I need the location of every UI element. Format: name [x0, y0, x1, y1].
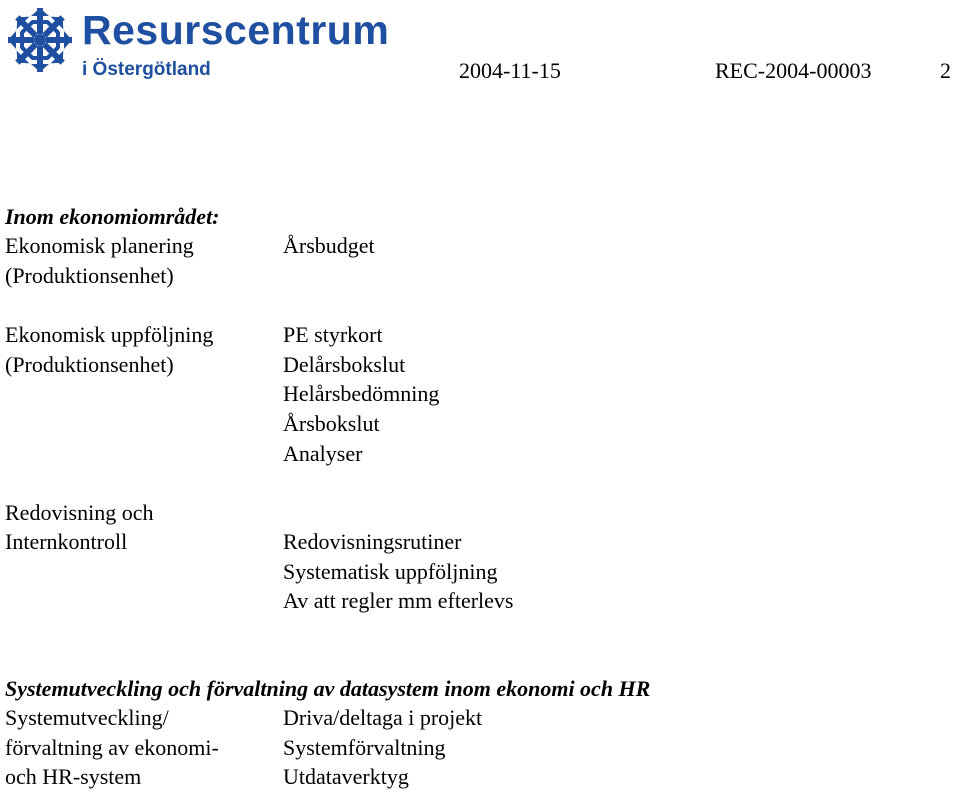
- row-item: Av att regler mm efterlevs: [283, 588, 514, 613]
- row-item: Helårsbedömning: [283, 381, 440, 406]
- row-item: Delårsbokslut: [283, 352, 406, 377]
- row-item: Analyser: [283, 441, 363, 466]
- row-item: Årsbokslut: [283, 411, 380, 436]
- document-reference: REC-2004-00003: [715, 58, 872, 83]
- row-label: förvaltning av ekonomi-: [5, 735, 219, 760]
- logo-subtitle: i Östergötland: [82, 59, 211, 80]
- row-item: Systemförvaltning: [283, 735, 446, 760]
- snowflake-emblem-icon: [4, 4, 76, 76]
- row-item: Driva/deltaga i projekt: [283, 705, 483, 730]
- row-label: och HR-system: [5, 764, 142, 789]
- page-number: 2: [940, 58, 951, 83]
- logo: [4, 4, 390, 84]
- row-label: Systemutveckling/: [5, 705, 169, 730]
- section-heading: Inom ekonomiområdet:: [5, 204, 220, 229]
- row-label: Ekonomisk uppföljning: [5, 322, 214, 347]
- logo-title: Resurscentrum: [82, 7, 390, 53]
- section-heading: Systemutveckling och förvaltning av datasystem inom ekonomi och HR: [5, 676, 651, 701]
- row-label: Ekonomisk planering: [5, 233, 194, 258]
- row-item: Utdataverktyg: [283, 764, 409, 789]
- row-item: PE styrkort: [283, 322, 383, 347]
- document-date: 2004-11-15: [459, 58, 561, 83]
- row-label: (Produktionsenhet): [5, 352, 174, 377]
- row-label: Internkontroll: [5, 529, 128, 554]
- row-label: (Produktionsenhet): [5, 263, 174, 288]
- row-item: Systematisk uppföljning: [283, 559, 498, 584]
- row-label: Redovisning och: [5, 500, 154, 525]
- row-item: Årsbudget: [283, 233, 375, 258]
- row-item: Redovisningsrutiner: [283, 529, 462, 554]
